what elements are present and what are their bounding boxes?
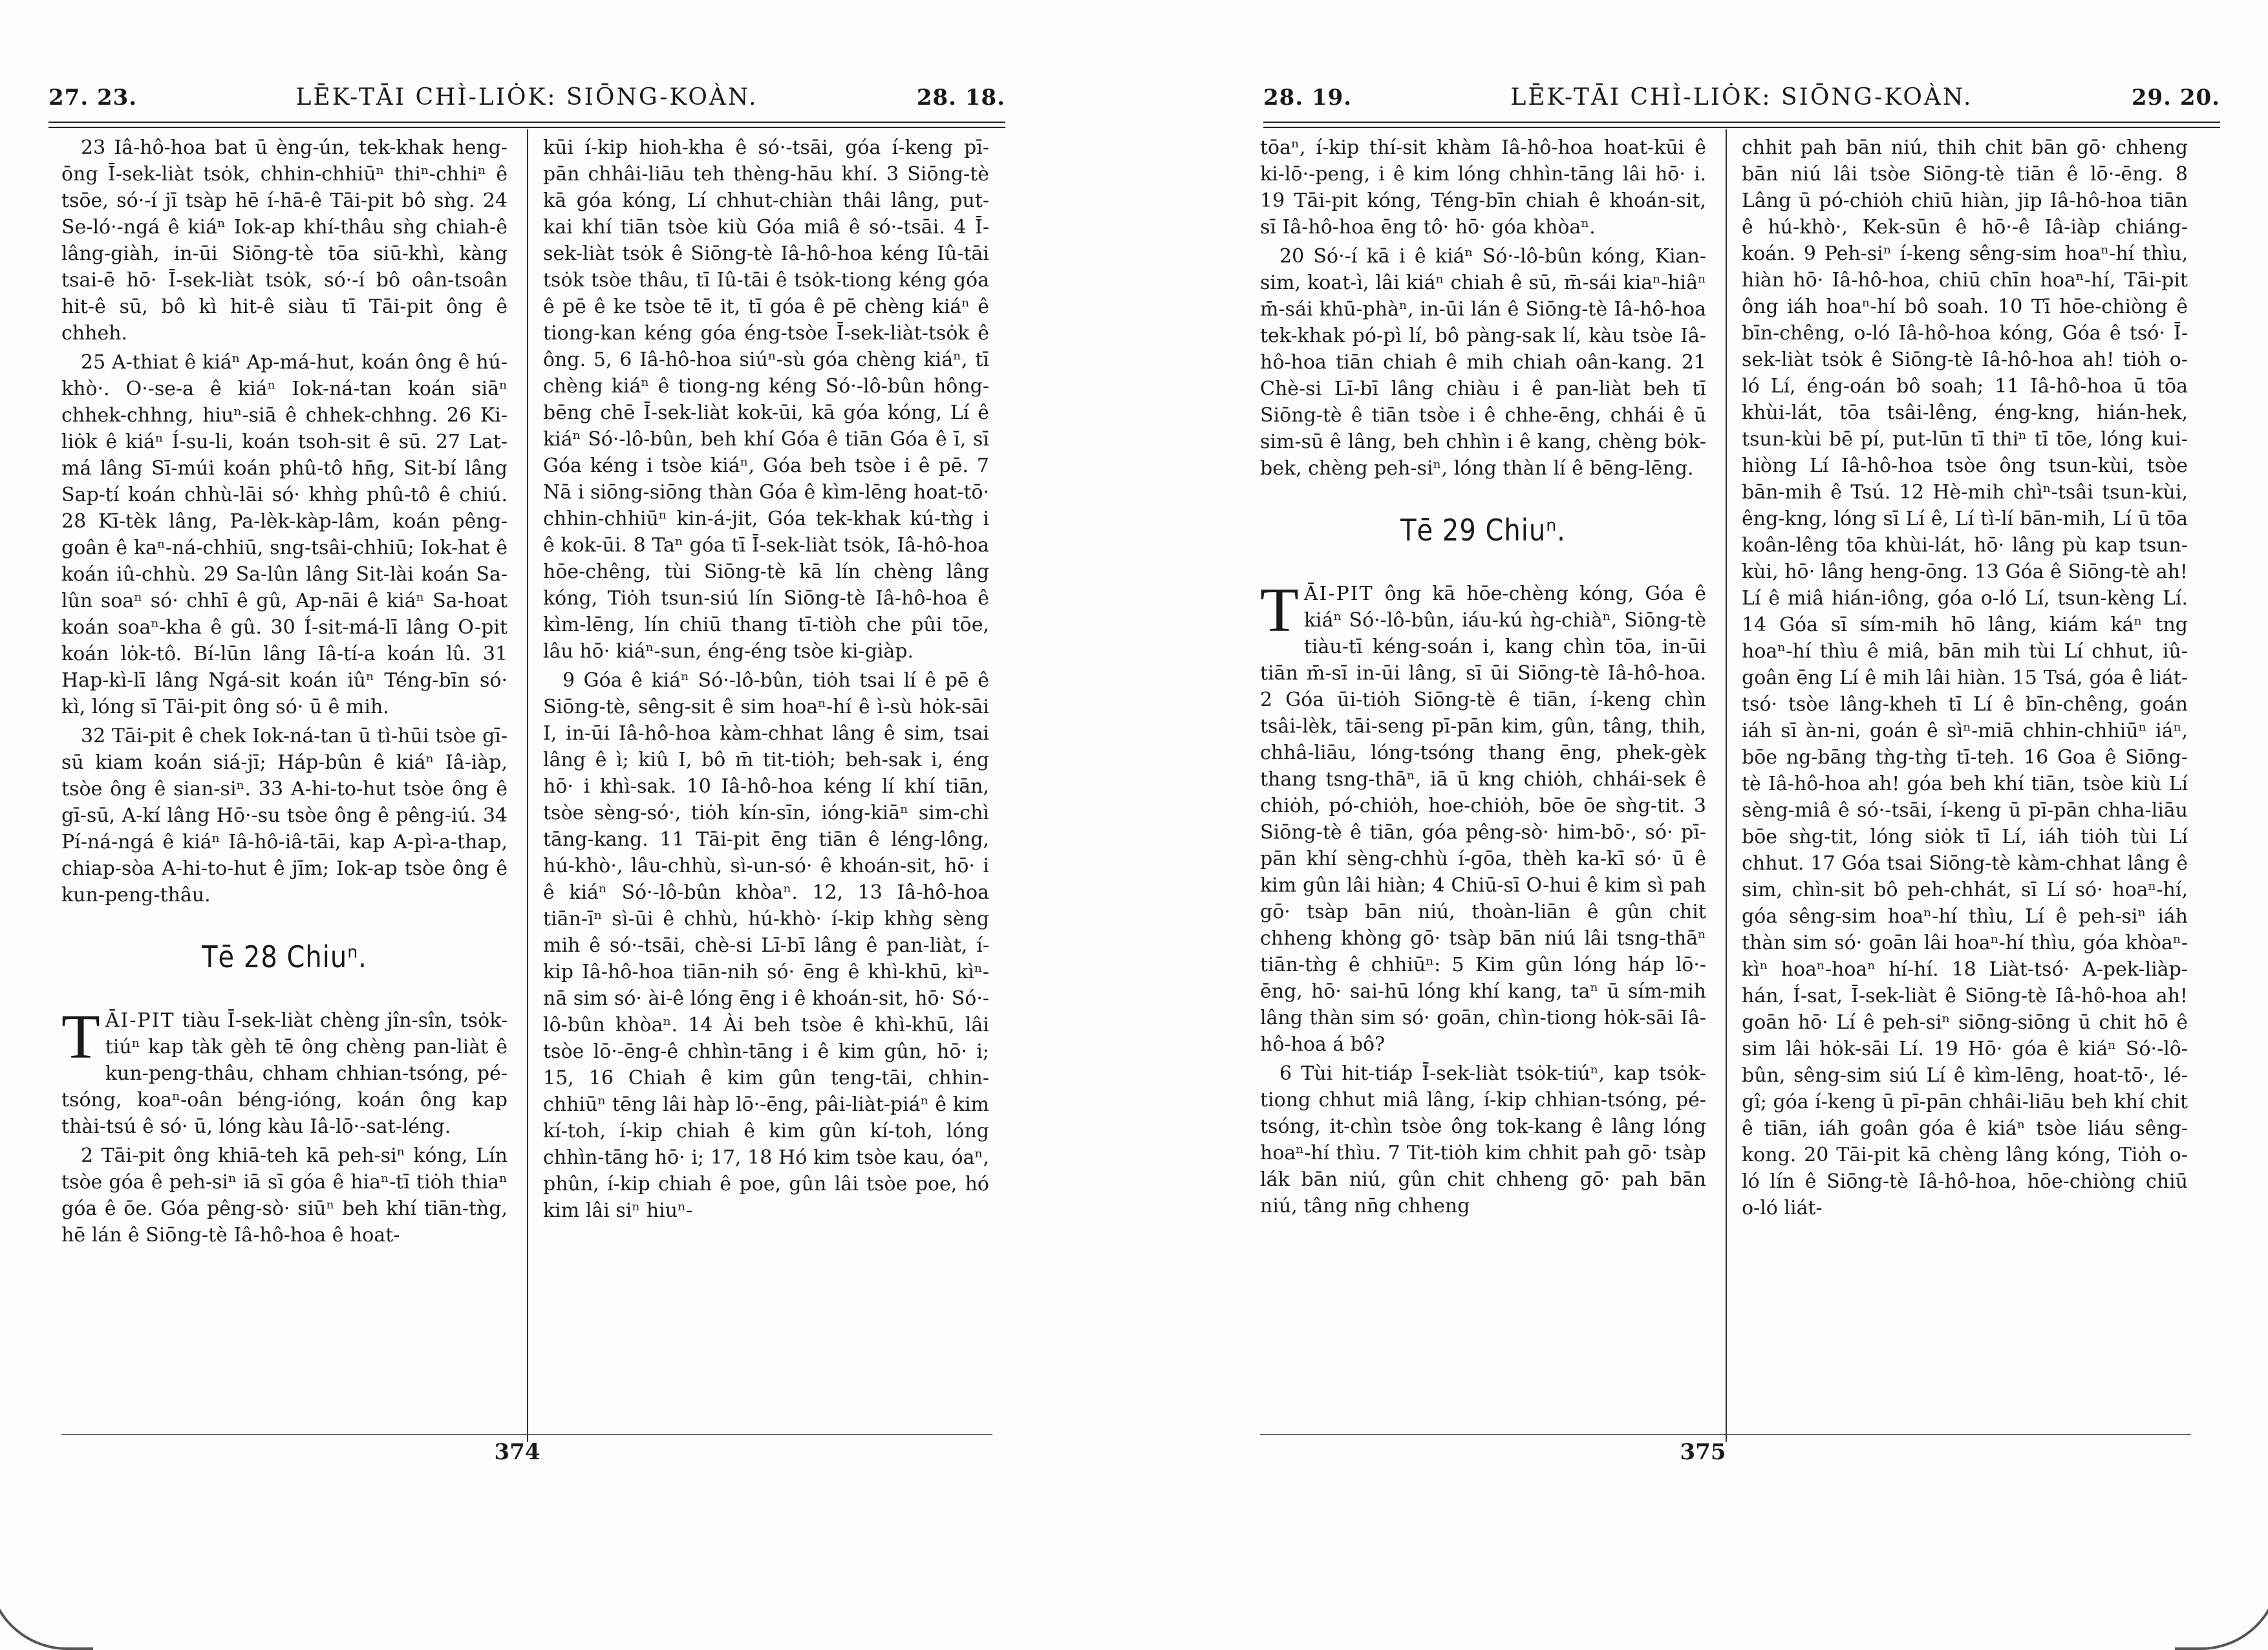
header-rule (48, 122, 1005, 128)
chapter-heading: Tē 29 Chiuⁿ. (1400, 513, 1566, 548)
paragraph: chhit pah bān niú, thih chit bān gō· chheng bān niú lâi tsòe Siōng-tè tiān ê lō·-ēng. 8 Lâng ū pó-chiȯh chiū hiàn, jip Iâ-hô-hoa tiān ê hú-khò·, Kek-sūn ê hō·-ê Iâ-iàp chiáng-koán. 9 Peh-siⁿ í-keng sêng-sim hoaⁿ-hí thìu, hiàn hō· Iâ-hô-hoa, chiū chīn hoaⁿ-hí, Tāi-pit ông iáh hoaⁿ-hí bô soah. 10 Tī hōe-chiòng ê bīn-chêng, o-ló Iâ-hô-hoa kóng, Góa ê tsó· Ī-sek-liàt tsȯk ê Siōng-tè Iâ-hô-hoa ah! tiȯh o-ló Lí, éng-oán bô soah; 11 Iâ-hô-hoa ū tōa khùi-lát, tōa tsâi-lêng, éng-kng, hián-hek, tsun-kùi bē pí, put-lūn tī thiⁿ tī tōe, lóng kui-hiòng Lí Iâ-hô-hoa tsòe ông tsun-kùi, tsòe bān-mih ê Tsú. 12 Hè-mih chìⁿ-tsâi tsun-kùi, êng-kng, lóng sī Lí ê, Lí tì-lí bān-mih, Lí ū tōa koân-lêng tōa khùi-lát, hō· lâng pù kap tsun-kùi, hō· lâng heng-ōng. 13 Góa ê Siōng-tè ah! Lí ê miâ hián-iông, góa o-ló Lí, tsun-kèng Lí. 14 Góa sī sím-mih hō lâng, kiám káⁿ tng hoaⁿ-hí thìu ê miâ, bān mih tùi Lí chhut, iû-goân ēng Lí ê mih lâi hiàn. 15 Tsá, góa ê liát-tsó· tsòe lâng-kheh tī Lí ê bīn-chêng, goán iáh sī àn-ni, goán ê sìⁿ-miā chhin-chhiūⁿ iáⁿ, bōe ng-bāng tǹg-tǹg tī-teh. 16 Goa ê Siōng-tè Iâ-hô-hoa ah! góa beh khí tiān, tsòe kiù Lí sèng-miâ ê só·-tsāi, í-keng ū pī-pān chha-liāu bōe sǹg-tit, lóng siȯk tī Lí, iáh tiȯh tùi Lí chhut. 17 Góa tsai Siōng-tè kàm-chhat lâng ê sim, chìn-sit bô peh-chhát, sī Lí só· hoaⁿ-hí, góa sêng-sim hoaⁿ-hí thìu, Lí ê peh-siⁿ iáh thàn sim só· goān lâi hoaⁿ-hí thìu, góa khòaⁿ-kìⁿ hoaⁿ-hoaⁿ hí-hí. 18 Liàt-tsó· A-pek-liàp-hán, Í-sat, Ī-sek-liàt ê Siōng-tè Iâ-hô-hoa ah! goān hō· Lí ê peh-siⁿ siōng-siōng ū chit hō ê sim lâi hȯk-sāi Lí. 19 Hō· góa ê kiáⁿ Só·-lô-bûn, sêng-sim siú Lí ê kìm-lēng, hoat-tō·, lé-gî; góa í-keng ū pī-pān chhâi-liāu beh khí chit ê tiān, iáh goân góa ê kiáⁿ tsòe liáu sêng-kong. 20 Tāi-pit kā chèng lâng kóng, Tiȯh o-ló lín ê Siōng-tè Iâ-hô-hoa, hōe-chiòng chiū o-ló liát- (1742, 136, 2188, 1219)
header-verse-end: 28. 18. (916, 85, 1005, 111)
chapter-heading: Tē 28 Chiuⁿ. (202, 940, 367, 975)
text-column-right (1742, 134, 2188, 1441)
paragraph: 23 Iâ-hô-hoa bat ū èng-ún, tek-khak heng-ōng Ī-sek-liàt tsȯk, chhin-chhiūⁿ thiⁿ-chhiⁿ ê tsōe, só·-í jī tsàp hē í-hā-ê Tāi-pit bô sǹg. 24 Se-ló·-ngá ê kiáⁿ Iok-ap khí-thâu sǹg chiah-ê lâng-giàh, in-ūi Siōng-tè tōa siū-khì, kàng tsai-ē hō· Ī-sek-liàt tsȯk, só·-í bô oân-tsoân hit-ê sū, bô kì hit-ê siàu tī Tāi-pit ông ê chheh. (61, 136, 508, 345)
page-curl (2175, 1570, 2268, 1650)
paragraph: 9 Góa ê kiáⁿ Só·-lô-bûn, tiȯh tsai lí ê pē ê Siōng-tè, sêng-sit ê sim hoaⁿ-hí ê ì-sù hȯk-sāi I, in-ūi Iâ-hô-hoa kàm-chhat lâng ê sim, tsai lâng ê ì; kiû I, bô m̄ tit-tiȯh; beh-sak i, éng hō· i khì-sak. 10 Iâ-hô-hoa kéng lí khí tiān, tsòe sèng-só·, tiȯh kín-sīn, ióng-kiāⁿ sim-chì tāng-kang. 11 Tāi-pit ēng tiān ê léng-lông, hú-khò·, lâu-chhù, sì-un-só· ê khoán-sit, hō· i ê kiáⁿ Só·-lô-bûn khòaⁿ. 12, 13 Iâ-hô-hoa tiān-īⁿ sì-ūi ê chhù, hú-khò· í-kip khǹg sèng mih ê só·-tsāi, chè-si Lī-bī lâng ê pan-liàt, í-kip Iâ-hô-hoa tiān-nih só· ēng ê khì-khū, kìⁿ-nā sim só· ài-ê lóng ēng i ê khoán-sit, hō· Só·-lô-bûn khòaⁿ. 14 Ài beh tsòe ê khì-khū, lâi tsòe lō·-ēng-ê chhìn-tāng i ê kim gûn, hō· i; 15, 16 Chiah ê kim gûn teng-tāi, chhin-chhiūⁿ tēng lâi hàp lō·-ēng, pâi-liàt-piáⁿ ê kim kí-toh, í-kip chiah ê kim gûn kí-toh, lóng chhìn-tāng hō· i; 17, 18 Hó kim tsòe kau, óaⁿ, phûn, í-kip chiah ê poe, gûn lâi tsòe poe, hó kim lâi siⁿ hiuⁿ- (543, 669, 989, 1222)
paragraph: tōaⁿ, í-kip thí-sit khàm Iâ-hô-hoa hoat-kūi ê ki-lō·-peng, i ê kim lóng chhìn-tāng lâi hō· i. 19 Tāi-pit kóng, Téng-bīn chiah ê khoán-sit, sī Iâ-hô-hoa ēng tô· hō· góa khòaⁿ. (1260, 136, 1706, 239)
header-verse-start: 27. 23. (48, 85, 138, 111)
running-header (48, 84, 1005, 123)
paragraph: kūi í-kip hioh-kha ê só·-tsāi, góa í-keng pī-pān chhâi-liāu teh thèng-hāu khí. 3 Siōng-tè kā góa kóng, Lí chhut-chiàn thâi lâng, put-kai khí tiān tsòe kiù Góa miâ ê só·-tsāi. 4 Ī-sek-liàt tsȯk ê Siōng-tè Iâ-hô-hoa kéng Iû-tāi tsȯk tsòe thâu, tī Iû-tāi ê tsȯk-tiong kéng góa ê pē ê ke tsòe tē it, tī góa ê pē chèng kiáⁿ ê tiong-kan kéng góa éng-tsòe Ī-sek-liàt-tsȯk ê ông. 5, 6 Iâ-hô-hoa siúⁿ-sù góa chèng kiáⁿ, tī chèng kiáⁿ ê tiong-ng kéng Só·-lô-bûn hông-bēng chē Ī-sek-liàt kok-ūi, kā góa kóng, Lí ê kiáⁿ Só·-lô-bûn, beh khí Góa ê tiān Góa ê ī, sī Góa kéng i tsòe kiáⁿ, Góa beh tsòe i ê pē. 7 Nā i siōng-siōng thàn Góa ê kìm-lēng hoat-tō· chhin-chhiūⁿ kin-á-jit, Góa tek-khak kú-tǹg i ê kok-ūi. 8 Taⁿ góa tī Ī-sek-liàt tsȯk, Iâ-hô-hoa hōe-chêng, tùi Siōng-tè kā lín chèng lâng kóng, Tiȯh tsun-siú lín Siōng-tè Iâ-hô-hoa ê kìm-lēng, lín chiū thang tī-tiòh che pûi tōe, lâu hō· kiáⁿ-sun, éng-éng tsòe ki-giàp. (543, 136, 989, 663)
header-verse-end: 29. 20. (2131, 85, 2220, 111)
drop-cap: T (61, 1002, 100, 1072)
lead-word: ĀI-PIT (105, 1009, 175, 1032)
opening-text: ông kā hōe-chèng kóng, Góa ê kiáⁿ Só·-lô-bûn, iáu-kú ǹg-chiàⁿ, Siōng-tè tiàu-tī kéng-soán i, kang chìn tōa, in-ūi tiān m̄-sī in-ūi lâng, sī ūi Siōng-tè Iâ-hô-hoa. 2 Góa ūi-tiȯh Siōng-tè ê tiān, í-keng chìn tsâi-lèk, tāi-seng pī-pān kim, gûn, tâng, thih, chhâ-liāu, lóng-tsóng thang ēng, phek-gèk thang tsng-thāⁿ, iā ū kng chiȯh, chhái-sek ê chiȯh, pó-chiȯh, hoe-chiȯh, bōe ōe sǹg-tit. 3 Siōng-tè ê tiān, góa pêng-sò· him-bō·, só· pī-pān khí sèng-chhù í-gōa, thèh ka-kī só· ū ê kim gûn lâi hiàn; 4 Chiū-sī O-hui ê kim sì pah gō· tsàp bān niú, thoàn-liān ê gûn chit chheng khòng gō· tsàp bān niú lâi tsng-thāⁿ tiān-tǹg ê chhiūⁿ: 5 Kim gûn lóng háp lō·-ēng, hō· sai-hū lóng khí kang, taⁿ ū sím-mih lâng thàn sim só· goān, chìn-tiong hȯk-sāi Iâ-hô-hoa á bô? (1260, 583, 1706, 1056)
chapter-opening (1260, 575, 1706, 1058)
running-header (1263, 84, 2220, 123)
column-divider (1726, 129, 1727, 1442)
text-column-left (1260, 134, 1706, 1441)
page-number: 375 (1680, 1439, 1726, 1465)
paragraph: 2 Tāi-pit ông khiā-teh kā peh-siⁿ kóng, Lín tsòe góa ê peh-siⁿ iā sī góa ê hiaⁿ-tī tiȯh thiaⁿ góa ê ōe. Góa pêng-sò· siūⁿ beh khí tiān-tǹg, hē lán ê Siōng-tè Iâ-hô-hoa ê hoat- (61, 1144, 508, 1247)
header-title: LĒK-TĀI CHÌ-LIȮK: SIŌNG-KOÀN. (1510, 84, 1973, 111)
page-curl (0, 1570, 93, 1650)
footer-rule (1260, 1434, 2191, 1435)
header-verse-start: 28. 19. (1263, 85, 1353, 111)
paragraph: 6 Tùi hit-tiáp Ī-sek-liàt tsȯk-tiúⁿ, kap tsȯk-tiong chhut miâ lâng, í-kip chhian-tsóng, pé-tsóng, it-chìn tsòe ông tok-kang ê lâng lóng hoaⁿ-hí thìu. 7 Tit-tiȯh kim chhit pah gō· tsàp lák bān niú, gûn chit chheng gō· pah bān niú, tâng nn̄g chheng (1260, 1062, 1706, 1217)
right-page (1134, 0, 2268, 1650)
lead-word: ĀI-PIT (1303, 583, 1374, 605)
paragraph: 20 Só·-í kā i ê kiáⁿ Só·-lô-bûn kóng, Kian-sim, koat-ì, lâi kiáⁿ chiah ê sū, m̄-sái kiaⁿ-hiâⁿ m̄-sái khū-phàⁿ, in-ūi lán ê Siōng-tè Iâ-hô-hoa tek-khak pó-pì lí, bô pàng-sak lí, kàu tsòe Iâ-hô-hoa tiān chiah ê mih chiah oân-kang. 21 Chè-si Lī-bī lâng chiàu i ê pan-liàt beh tī Siōng-tè ê tiān tsòe i ê chhe-ēng, chhái ê ū sim-sū ê lâng, beh chhìn i ê kang, chèng bȯk-bek, chèng peh-siⁿ, lóng thàn lí ê bēng-lēng. (1260, 245, 1706, 480)
drop-cap: T (1260, 575, 1299, 645)
chapter-opening (61, 1002, 508, 1140)
header-rule (1263, 122, 2220, 128)
opening-text: tiàu Ī-sek-liàt chèng jîn-sîn, tsȯk-tiúⁿ kap tàk gèh tē ông chèng pan-liàt ê kun-peng-thâu, chham chhian-tsóng, pé-tsóng, koaⁿ-oân béng-ióng, koán ông kap thài-tsú ê só· ū, lóng kàu Iâ-lō·-sat-léng. (61, 1009, 508, 1138)
column-divider (527, 129, 528, 1442)
text-column-right (543, 134, 989, 1441)
footer-rule (61, 1434, 992, 1435)
text-column-left (61, 134, 508, 1441)
paragraph: 25 A-thiat ê kiáⁿ Ap-má-hut, koán ông ê hú-khò·. O·-se-a ê kiáⁿ Iok-ná-tan koán siāⁿ chhek-chhng, hiuⁿ-siā ê chhek-chhng. 26 Ki-liȯk ê kiáⁿ Í-su-li, koán tsoh-sit ê sū. 27 Lat-má lâng Sī-múi koán phû-tô hn̄g, Sit-bí lâng Sap-tí koán chhù-lāi só· khǹg phû-tô ê chiú. 28 Kī-tèk lâng, Pa-lèk-kàp-lâm, koán pêng-goân ê kaⁿ-ná-chhiū, sng-tsâi-chhiū; Iok-hat ê koán iû-chhù. 29 Sa-lûn lâng Sit-lài koán Sa-lûn soaⁿ só· chhī ê gû, Ap-nāi ê kiáⁿ Sa-hoat koán soaⁿ-kha ê gû. 30 Í-sit-má-lī lâng O-pit koán lȯk-tô. Bí-lūn lâng Iâ-tí-a koán lû. 31 Hap-kì-lī lâng Ngá-sit koán iûⁿ Téng-bīn só· kì, lóng sī Tāi-pit ông só· ū ê mih. (61, 351, 508, 718)
page-number: 374 (494, 1439, 540, 1465)
header-title: LĒK-TĀI CHÌ-LIȮK: SIŌNG-KOÀN. (295, 84, 758, 111)
paragraph: 32 Tāi-pit ê chek Iok-ná-tan ū tì-hūi tsòe gī-sū kiam koán siá-jī; Háp-bûn ê kiáⁿ Iâ-iàp, tsòe ông ê sian-siⁿ. 33 A-hi-to-hut tsòe ông ê gī-sū, A-kí lâng Hō·-su tsòe ông ê pêng-iú. 34 Pí-ná-ngá ê kiáⁿ Iâ-hô-iâ-tāi, kap A-pì-a-thap, chiap-sòa A-hi-to-hut ê jīm; Iok-ap tsòe ông ê kun-peng-thâu. (61, 725, 508, 906)
